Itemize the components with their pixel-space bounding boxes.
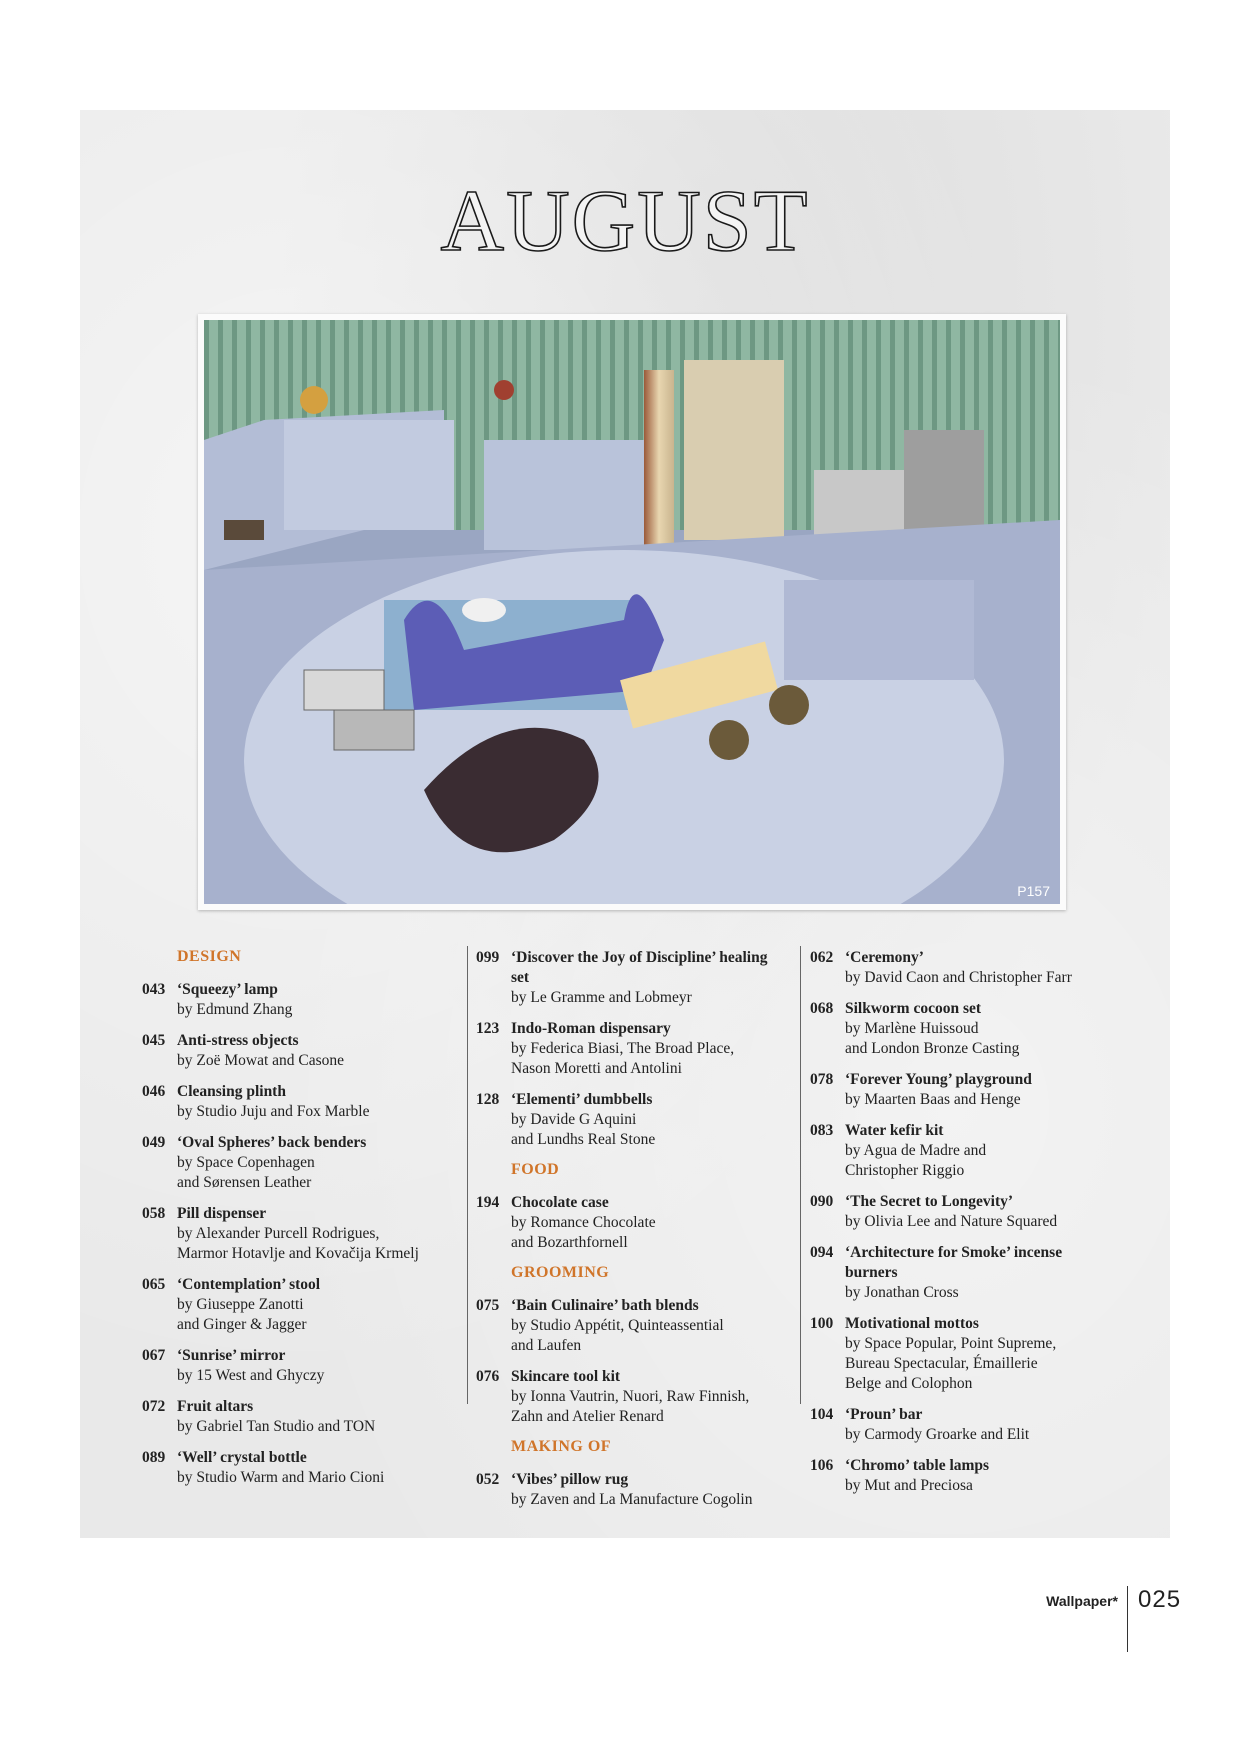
photo-signature: P157: [1017, 883, 1050, 899]
entry-credit: by Space Popular, Point Supreme,: [845, 1335, 1057, 1352]
contents-entry: [810, 1192, 1110, 1232]
entry-title: ‘Discover the Joy of Discipline’ healing set: [511, 949, 768, 986]
contents-column-2: [476, 948, 786, 1521]
contents-entry: [142, 1346, 442, 1386]
entry-credit: Nason Moretti and Antolini: [511, 1060, 682, 1077]
entry-credit: by Carmody Groarke and Elit: [845, 1426, 1030, 1443]
entry-credit: by Jonathan Cross: [845, 1284, 959, 1301]
entry-credit: by Zoë Mowat and Casone: [177, 1052, 345, 1069]
entry-page-number: 052: [476, 1471, 500, 1488]
entry-page-number: 062: [810, 949, 834, 966]
entry-credit: by Zaven and La Manufacture Cogolin: [511, 1491, 753, 1508]
entry-page-number: 046: [142, 1083, 166, 1100]
entry-title: Water kefir kit: [845, 1122, 944, 1139]
entry-title: ‘Architecture for Smoke’ incense burners: [845, 1244, 1063, 1281]
page-number: 025: [1138, 1586, 1182, 1613]
entry-title: ‘Well’ crystal bottle: [177, 1449, 307, 1466]
cylinder-booth: [684, 360, 784, 540]
entry-title: ‘Squeezy’ lamp: [177, 981, 278, 998]
entry-page-number: 100: [810, 1315, 834, 1332]
entry-credit: by Studio Warm and Mario Cioni: [177, 1469, 385, 1486]
entry-page-number: 045: [142, 1032, 166, 1049]
entry-credit: by Marlène Huissoud: [845, 1020, 979, 1037]
entry-title: ‘Ceremony’: [845, 949, 924, 966]
section-heading: DESIGN: [177, 948, 242, 965]
entry-credit: by 15 West and Ghyczy: [177, 1367, 325, 1384]
column-divider: [467, 946, 468, 1404]
contents-entry: [810, 999, 1110, 1059]
contents-entry: [476, 1090, 786, 1150]
room-illustration: [204, 320, 1060, 904]
entry-credit: and London Bronze Casting: [845, 1040, 1020, 1057]
entry-page-number: 106: [810, 1457, 834, 1474]
entry-credit: by Federica Biasi, The Broad Place,: [511, 1040, 735, 1057]
contents-entry: [476, 1470, 786, 1510]
footer-divider: [1127, 1586, 1128, 1652]
entry-title: ‘Bain Culinaire’ bath blends: [511, 1297, 699, 1314]
entry-credit: Belge and Colophon: [845, 1375, 973, 1392]
entry-credit: by Studio Juju and Fox Marble: [177, 1103, 370, 1120]
entry-credit: by Davide G Aquini: [511, 1111, 637, 1128]
contents-entry: [142, 1275, 442, 1335]
contents-entry: [142, 980, 442, 1020]
entry-credit: and Bozarthfornell: [511, 1234, 628, 1251]
entry-credit: by Mut and Preciosa: [845, 1477, 973, 1494]
contents-entry: [810, 1070, 1110, 1110]
entry-title: ‘Sunrise’ mirror: [177, 1347, 286, 1364]
entry-title: Skincare tool kit: [511, 1368, 621, 1385]
entry-page-number: 075: [476, 1297, 500, 1314]
entry-page-number: 065: [142, 1276, 166, 1293]
contents-entry: [476, 1296, 786, 1356]
entry-credit: by Edmund Zhang: [177, 1001, 293, 1018]
contents-entry: [476, 948, 786, 1008]
entry-credit: and Laufen: [511, 1337, 582, 1354]
contents-entry: [142, 1448, 442, 1488]
entry-title: ‘Vibes’ pillow rug: [511, 1471, 629, 1488]
entry-page-number: 083: [810, 1122, 834, 1139]
contents-entry: [810, 948, 1110, 988]
entry-page-number: 078: [810, 1071, 834, 1088]
section-heading: GROOMING: [511, 1264, 610, 1281]
contents-entry: [476, 1019, 786, 1079]
entry-title: ‘Oval Spheres’ back benders: [177, 1134, 367, 1151]
entry-page-number: 099: [476, 949, 500, 966]
entry-title: ‘Forever Young’ playground: [845, 1071, 1032, 1088]
entry-page-number: 068: [810, 1000, 834, 1017]
page-title: AUGUST: [440, 173, 810, 270]
contents-entry: [810, 1314, 1110, 1394]
entry-page-number: 067: [142, 1347, 166, 1364]
contents-entry: [142, 1031, 442, 1071]
footer-brand: Wallpaper*: [1046, 1593, 1118, 1609]
entry-page-number: 058: [142, 1205, 166, 1222]
entry-title: ‘Proun’ bar: [845, 1406, 923, 1423]
entry-credit: by Romance Chocolate: [511, 1214, 656, 1231]
entry-page-number: 072: [142, 1398, 166, 1415]
contents-entry: [810, 1456, 1110, 1496]
entry-credit: by David Caon and Christopher Farr: [845, 969, 1072, 986]
section-heading: FOOD: [511, 1161, 560, 1178]
entry-title: Cleansing plinth: [177, 1083, 286, 1100]
entry-title: Pill dispenser: [177, 1205, 267, 1222]
entry-credit: by Space Copenhagen: [177, 1154, 315, 1171]
contents-entry: [142, 1397, 442, 1437]
entry-credit: by Agua de Madre and: [845, 1142, 987, 1159]
contents-column-1: [142, 948, 442, 1499]
entry-credit: by Studio Appétit, Quinteassential: [511, 1317, 724, 1334]
section-heading: MAKING OF: [511, 1438, 612, 1455]
entry-credit: by Olivia Lee and Nature Squared: [845, 1213, 1058, 1230]
entry-title: ‘Contemplation’ stool: [177, 1276, 321, 1293]
entry-credit: Marmor Hotavlje and Kovačija Krmelj: [177, 1245, 419, 1262]
entry-title: Motivational mottos: [845, 1315, 979, 1332]
entry-page-number: 076: [476, 1368, 500, 1385]
entry-page-number: 049: [142, 1134, 166, 1151]
entry-title: ‘Chromo’ table lamps: [845, 1457, 990, 1474]
entry-credit: by Maarten Baas and Henge: [845, 1091, 1021, 1108]
entry-credit: by Ionna Vautrin, Nuori, Raw Finnish,: [511, 1388, 750, 1405]
entry-title: ‘Elementi’ dumbbells: [511, 1091, 653, 1108]
entry-title: Anti-stress objects: [177, 1032, 299, 1049]
entry-credit: by Gabriel Tan Studio and TON: [177, 1418, 376, 1435]
feature-photo: [198, 314, 1066, 910]
contents-entry: [810, 1243, 1110, 1303]
entry-credit: and Ginger & Jagger: [177, 1316, 307, 1333]
contents-entry: [142, 1133, 442, 1193]
entry-page-number: 104: [810, 1406, 834, 1423]
entry-credit: and Lundhs Real Stone: [511, 1131, 656, 1148]
entry-credit: Zahn and Atelier Renard: [511, 1408, 664, 1425]
entry-credit: by Alexander Purcell Rodrigues,: [177, 1225, 380, 1242]
entry-page-number: 043: [142, 981, 166, 998]
entry-credit: by Le Gramme and Lobmeyr: [511, 989, 692, 1006]
entry-page-number: 094: [810, 1244, 834, 1261]
entry-title: Indo-Roman dispensary: [511, 1020, 671, 1037]
entry-page-number: 194: [476, 1194, 500, 1211]
entry-title: Chocolate case: [511, 1194, 609, 1211]
entry-page-number: 128: [476, 1091, 500, 1108]
entry-title: Silkworm cocoon set: [845, 1000, 982, 1017]
contents-entry: [476, 1367, 786, 1427]
contents-column-3: [810, 948, 1110, 1507]
contents-entry: [476, 1193, 786, 1253]
contents-entry: [810, 1121, 1110, 1181]
entry-credit: and Sørensen Leather: [177, 1174, 312, 1191]
entry-credit: Bureau Spectacular, Émaillerie: [845, 1355, 1038, 1372]
entry-credit: Christopher Riggio: [845, 1162, 965, 1179]
contents-entry: [142, 1204, 442, 1264]
entry-page-number: 090: [810, 1193, 834, 1210]
entry-page-number: 089: [142, 1449, 166, 1466]
entry-page-number: 123: [476, 1020, 500, 1037]
entry-title: Fruit altars: [177, 1398, 254, 1415]
entry-credit: by Giuseppe Zanotti: [177, 1296, 304, 1313]
contents-entry: [810, 1405, 1110, 1445]
entry-title: ‘The Secret to Longevity’: [845, 1193, 1014, 1210]
column-divider: [800, 946, 801, 1404]
contents-entry: [142, 1082, 442, 1122]
